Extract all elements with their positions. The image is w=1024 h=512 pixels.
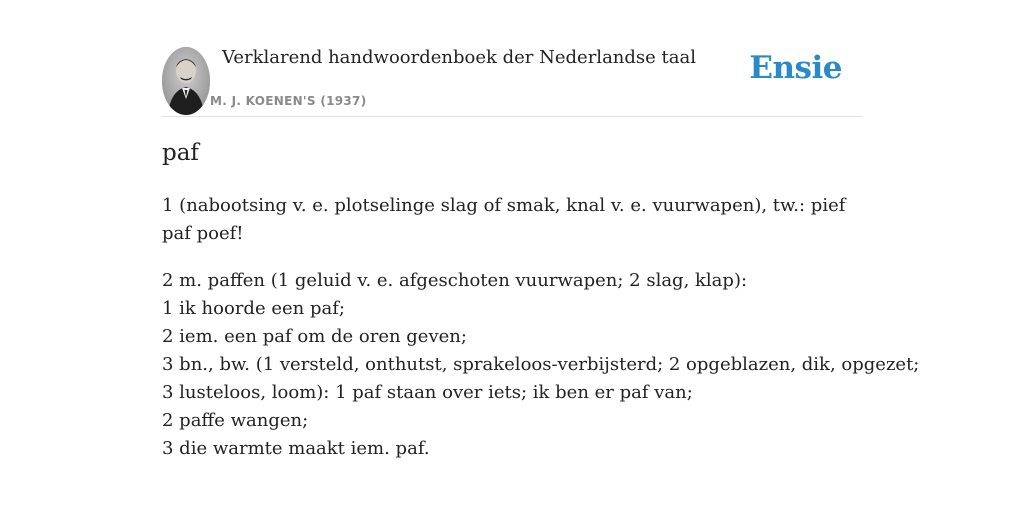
definition-line: 2 iem. een paf om de oren geven; bbox=[162, 326, 467, 347]
entry-headword: paf bbox=[162, 140, 199, 166]
definition-line: 3 die warmte maakt iem. paf. bbox=[162, 438, 430, 459]
definition-line: 3 bn., bw. (1 versteld, onthutst, sprakeloos-verbijsterd; 2 opgeblazen, dik, opgezet; bbox=[162, 354, 920, 375]
entry-definition bbox=[162, 192, 920, 482]
dictionary-header bbox=[162, 44, 862, 117]
definition-line: 3 lusteloos, loom): 1 paf staan over iets; ik ben er paf van; bbox=[162, 382, 693, 403]
definition-paragraph: 1 (nabootsing v. e. plotselinge slag of smak, knal v. e. vuurwapen), tw.: pief paf poef! bbox=[162, 195, 846, 244]
definition-line: 2 m. paffen (1 geluid v. e. afgeschoten vuurwapen; 2 slag, klap): bbox=[162, 270, 748, 291]
site-logo-link[interactable]: Ensie bbox=[749, 50, 842, 86]
definition-line: 2 paffe wangen; bbox=[162, 410, 309, 431]
definition-line: 1 ik hoorde een paf; bbox=[162, 298, 345, 319]
definition-paragraph bbox=[162, 267, 920, 463]
book-author: M. J. KOENEN'S (1937) bbox=[210, 94, 367, 108]
author-portrait-icon bbox=[162, 47, 210, 115]
book-title: Verklarend handwoordenboek der Nederlandse taal bbox=[222, 47, 696, 68]
